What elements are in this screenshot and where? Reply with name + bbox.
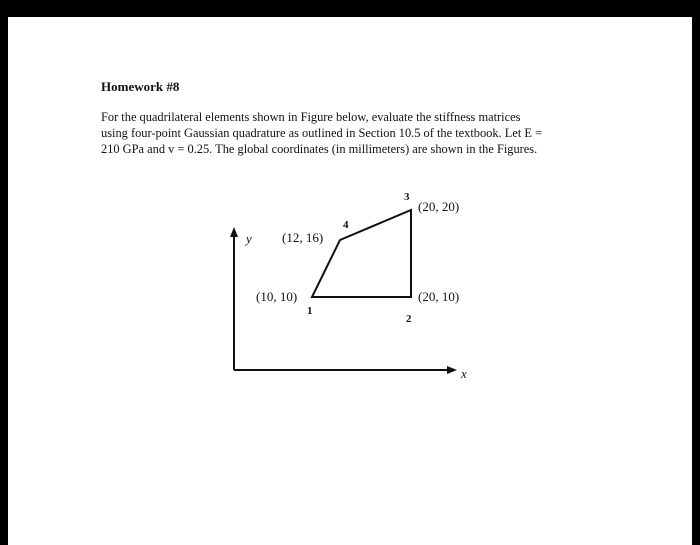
node-4-number: 4	[343, 219, 349, 231]
paragraph-line: 210 GPa and v = 0.25. The global coordinates (in millimeters) are shown in the Figures.	[101, 142, 538, 156]
node-2-number: 2	[406, 313, 412, 325]
paragraph-line: For the quadrilateral elements shown in Figure below, evaluate the stiffness matrices	[101, 110, 521, 124]
node-3-number: 3	[404, 191, 410, 203]
y-axis-label: y	[246, 231, 252, 246]
x-axis-label: x	[461, 366, 467, 381]
paragraph-line: using four-point Gaussian quadrature as outlined in Section 10.5 of the textbook. Let E =	[101, 126, 543, 140]
page-title: Homework #8	[101, 79, 180, 94]
y-axis-arrowhead	[230, 227, 238, 237]
node-1-number: 1	[307, 305, 313, 317]
x-axis-arrowhead	[447, 366, 457, 374]
node-2-coordinates: (20, 10)	[418, 289, 460, 304]
quadrilateral-element	[312, 210, 411, 297]
node-3-coordinates: (20, 20)	[418, 199, 460, 214]
node-1-coordinates: (10, 10)	[256, 289, 298, 304]
node-4-coordinates: (12, 16)	[282, 230, 324, 245]
